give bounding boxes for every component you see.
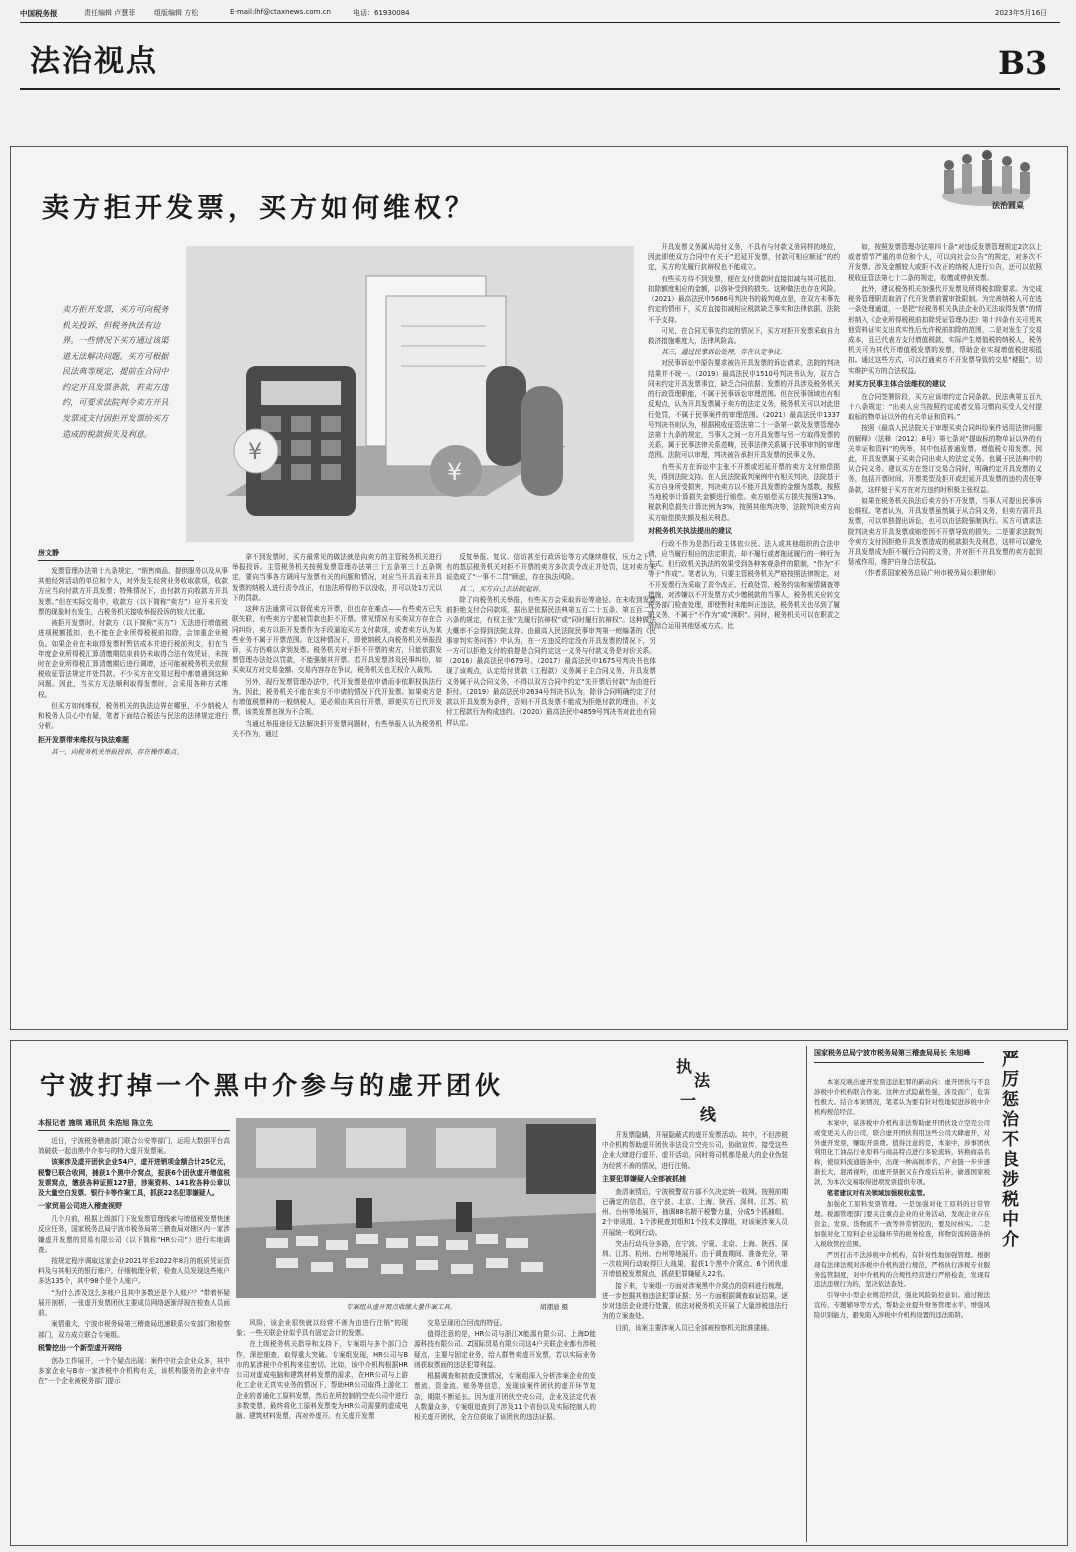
paragraph: 加强化工原料发票管理。一是加强对化工原料的日常管理。税源管理部门要关注重点企业的业务活动，发现企业存在资金、发票、货物流不一致等异常情况的，要及时核实。二是加强对化工原料企业运输环节的税务检查，将物资流转链条纳入税收管控范围。 bbox=[814, 1200, 990, 1248]
subheading: 对税务机关执法提出的建议 bbox=[648, 526, 732, 535]
paragraph: 开发票隐瞒，开展隐蔽式的虚开发票活动。其中，不但涉税中介机构帮助虚开团伙非法设立空壳公司，协助宣传，接受这些企业大肆进行虚开、虚开活动，同时将司机都是最大的企业伪装为经营不善的情况，进行注销。 bbox=[602, 1131, 788, 1170]
paragraph: 反复举报、复议、信访甚至行政诉讼等方式继续维权，压力之下，有的基层税务机关对拒不开票的卖方多次责令改正并处罚，这对卖方来说造成了“一事不二罚”顾虑，存在执法风险。 bbox=[446, 553, 656, 582]
side-author: 国家税务总局宁波市税务局第三稽查局局长 朱旭峰 bbox=[814, 1048, 984, 1063]
paragraph: 创办工作展开，一个个疑点出现：案件中社会企业众多，其中多家企业与B市一家涉税中介机构有关，该机构服务的企业中存在“一个企业被税务部门提示 bbox=[38, 1356, 230, 1386]
subheading: 主要犯罪嫌疑人全部被抓捕 bbox=[602, 1174, 686, 1183]
tag-char: 一 bbox=[680, 1091, 697, 1110]
paragraph: 几个月前，根据上级部门下发发票管理线索与增值税发票快速反应任务，国家税务总局宁波市税务局第三稽查局对辖区内一家涉嫌虚开发票的贸易有限公司（以下简称“HR公司”）进行实地调查。 bbox=[38, 1215, 230, 1254]
article-2-column-1 bbox=[38, 1136, 230, 1536]
paragraph: 此外，建议税务机关加强代开发票及所得税扣除要求。为完成税务管理职责取消了代开发票前置审批限制。为完善纳税人可在选一条处理通道，一是把“经税务机关执法企业仍无法取得发票”的情形纳入《企业所得税税前扣除凭证管理办法》第十四条有关可凭其他资料证实支出真实性后允许税前扣除的范围，二是对发生了交易成本，且已代表方支付增值税款，实际产生增值税的纳税人，税务机关可为其代开增值税发票的发票，帮助企业实现增值税进项抵扣。通过这些方式，可以打通卖方不开发票导致的交易“梗阻”，切实维护买方的合法权益。 bbox=[848, 284, 1042, 375]
paragraph: 突击行动兵分多路，在宁波、宁夏、北京、上海、陕西、深圳、江苏、杭州、台州等地展开。由于调查期间、准备充分，第一次收网行动取得巨大战果，捉获1个黑中介窝点、6个团伙虚开增值税发票窝点，抓获犯罪嫌疑人22名。 bbox=[602, 1239, 788, 1279]
phone-number: 电话：61930084 bbox=[353, 9, 410, 17]
paragraph: 但买方如何维权，税务机关的执法边界在哪里，不少纳税人和税务人员心中有疑，笔者下面结合税法与民法的法律规定进行分析。 bbox=[38, 701, 228, 731]
author-note: （作者系国家税务总局广州市税务局公职律师） bbox=[861, 569, 1000, 578]
paragraph: 可见，在合同无事先约定的情况下，买方对拒开发票采取自力救济措施难度大，法律风险高。 bbox=[648, 326, 840, 345]
paragraph: 接下来，专案组一方面对涉案黑中介窝点的资料进行梳理，进一步挖掘其他违法犯罪证据；另一方面根据调查取证结果，逐步对违法企业进行处置，依法对税务机关开展了大量涉税违法行为的立案查处。 bbox=[602, 1281, 788, 1321]
masthead-bar bbox=[20, 8, 1060, 22]
paragraph: 近日，宁波税务稽查部门联合公安等部门，运用大数据平台高效破获一起由黑中介参与的特大虚开发票案。 bbox=[38, 1137, 230, 1156]
subheading: 对买方民事主体合法维权的建议 bbox=[848, 379, 946, 388]
article-2-column-2 bbox=[236, 1318, 408, 1540]
paragraph: 目前，该案主要涉案人员已全部被检察机关批准逮捕。 bbox=[615, 1323, 774, 1332]
article-1-author: 房文静 bbox=[38, 548, 194, 561]
article-2-column-3 bbox=[414, 1318, 596, 1540]
paragraph: 严厉打击不法涉税中介机构，有针对性地加强管理。根据现有法律法规对涉税中介机构进行规范，严格执行涉税专业服务监管制度，对中介机构的合规性经营进行严格检查，发现有违法违规行为的，坚决依法查处。 bbox=[814, 1250, 990, 1289]
paragraph: 按照《最高人民法院关于审理买卖合同纠纷案件适用法律问题的解释》（法释〔2012〕8号）第七条对“提取标的物单证以外的有关单证和资料”的列举，其中包括普通发票、增值税专用发票。因此，开具发票属于买卖合同出卖人的法定义务。也属于民法典中的从合同义务。建议买方在签订交易合同时，明确约定开具发票的义务，包括开票时间、开票类型及拒开或迟延开具发票的违约责任等条款，这样便于买方在对方违约时积极主张权益。 bbox=[848, 424, 1042, 494]
photo-caption: 专案组从虚开窝点收缴大量作案工具。 bbox=[346, 1303, 457, 1311]
section-rule bbox=[20, 88, 1060, 90]
paragraph: 当通过举报途径无法解决拒开发票问题时，有些举报人认为税务机关不作为，通过 bbox=[232, 719, 442, 738]
svg-text:¥: ¥ bbox=[248, 440, 262, 465]
article-1-column-2 bbox=[232, 552, 442, 1022]
side-title: 严厉惩治不良涉税中介 bbox=[998, 1050, 1018, 1250]
paragraph: 这种方法通常可以督促卖方开票，但也存在难点——有些卖方已失联失联，有些卖方宁愿被罚款也拒不开票。常见情况有买卖双方存在合同纠纷，卖方以拒开发票作为手段逼迫买方支付款项，或者卖方认为某些业务不属于开票范围。在这种情况下，即使纳税人向税务机关举报投诉，买方仍难以拿到发票。税务机关对于拒不开票的卖方，只能依据发票管理办法处以罚款，不能强制其开票。若开具发票涉及民事纠纷，如买卖双方对交易金额、交易内容存在争议，税务机关也无权介入裁判。 bbox=[232, 605, 442, 675]
paragraph: 根据调查和初查反馈情况，专案组深入分析涉案企业的发票流、资金流、账务等信息，发现该案件团伙的虚开环节复杂，期限不断延长。因为虚开团伙空壳公司，企业及法定代表人数量众多，专案组追查到了涉及11个省份以及实际控制人的相关虚开团伙，全方位获取了该团伙的违法证据。 bbox=[414, 1372, 596, 1421]
paragraph: 开具发票义务属从给付义务，不具有与付款义务同样的地位，因此即使双方合同中有关于“迟延开发票，付款可相应顺延”的约定，买方的先履行抗辩权也不能成立。 bbox=[648, 243, 840, 272]
paragraph: “为什么涉及这么多账户且其中多数还是个人账户？”带着怀疑展开剖析，一张虚开发票团伙主要成员网络逐渐浮现在检查人员面前。 bbox=[38, 1288, 230, 1318]
article-2-byline: 本报记者 施琪 通讯员 朱浩旭 陈立先 bbox=[38, 1118, 230, 1131]
article-2-title: 宁波打掉一个黑中介参与的虚开团伙 bbox=[40, 1071, 505, 1100]
paragraph: 如，按照发票管理办法第四十条“对违反发票管理规定2次以上或者情节严重的单位和个人，可以向社会公告”的规定，对多次不开发票、涉及金额较大或拒不改正的纳税人进行公告，还可以依照税收征管法第七十二条的规定，收缴或停供发票。 bbox=[848, 243, 1042, 282]
roundtable-illustration bbox=[930, 150, 1042, 212]
article-1-column-5 bbox=[848, 242, 1042, 1022]
paragraph: 该案涉及虚开团伙企业54户，虚开进销项金额合计25亿元，税警已联合收网，捕获1个黑中介窝点，捉获6个团伙虚开增值税发票窝点，缴获各种证照127册，涉案资料、141枚各种公章以及大量空白发票、银行卡等作案工具，抓获22名犯罪嫌疑人。 bbox=[38, 1158, 230, 1198]
paragraph: 被拒开发票时，付款方（以下简称“买方”）无法进行增值税进项税额抵扣，也不能在企业所得税税前扣除，会加重企业税负。如果企业在未取得发票时暂估成本并进行税前列支，但在当年度企业所得税汇算清缴期结束前仍未取得合法有效凭证，未按时在企业所得税汇算清缴期后进行调增，还可能被税务机关依照税收征管法规定并处罚款。不少买方在交易过程中都曾遇到这种问题。因此，当买方无法顺利取得发票时，会采用各种方式维权。 bbox=[38, 619, 228, 699]
paragraph: 在上级税务机关指导和支持下，专案组与多个部门合作，深挖细查，取得重大突破。专案组发现，HR公司与B市的某涉税中介机构来往密切。比如，该中介机构根据HR公司对虚成电脑和建筑材料发票的需求，在HR公司与上游化工企业无真实业务的情况下，帮助HR公司取得上游化工企业的普通化工原料发票，然后在所控制的空壳公司中进行多数变票，最终将化工原料发票变为HR公司需要的虚成电脑、建筑材料发票，再对外虚开。有关虚开发票 bbox=[236, 1340, 408, 1420]
tag-char: 执 bbox=[676, 1057, 693, 1076]
paragraph: 对民事诉讼中原告要求被告开具发票的诉讼请求，法院的判决结果并不统一。（2019）最高法民申1510号判决书认为，双方合同未约定开具发票事宜，缺乏合同依据；发票的开具涉及税务机关的行政管理职能，不属于民事诉讼审理范围。但在民事领域也有相反观点，认为开具发票属于卖方的法定义务，税务机关可以对此进行处罚，不属于民事案件的审理范围。（2021）最高法民申1337号判决书则认为，根据税收征管法第二十一条第一款及发票管理办法第十九条的规定，当事人之间一方开具发票与另一方取得发票的关系，属于民事法律关系范畴，民事法律关系属于民事审判的审理范围。法院可以审理，判决被告承担开具发票的民事义务。 bbox=[648, 359, 840, 460]
subheading: 税警挖出一个新型虚开网络 bbox=[38, 1343, 122, 1352]
article-1-column-1 bbox=[38, 566, 228, 890]
paragraph: 有些买方待不到发票，便在支付货款时直接扣减与其可抵扣、扣除额度相应的金额，以弥补受到的损失。这种做法也存在风险。（2021）最高法民申5686号判决书的裁判观点是，在双方未事先约定的情形下，买方直接扣减相应税款缺乏事实和法律依据，法院不予支持。 bbox=[648, 274, 840, 324]
article-1-column-4 bbox=[648, 242, 840, 1022]
paragraph: 按规定程序调取这家企业2021年至2022年8月的纸质凭证资料及与其相关的银行账户，仔细梳理分析，检查人员发现这些账户多达135个，其中98个是个人账户。 bbox=[38, 1257, 230, 1286]
subheading: 拒开发票带来维权与执法难题 bbox=[38, 735, 129, 744]
enforcement-column-tag bbox=[676, 1058, 736, 1132]
column-tag: 法治圆桌 bbox=[992, 201, 1024, 210]
paragraph: 交易呈现闭合回流的特征。 bbox=[427, 1319, 507, 1327]
paragraph: 在合同签署阶段，买方应该增约定合同条款。民法典第五百九十八条规定：“出卖人应当按照约定或者交易习惯向买受人交付提取标的物单证以外的有关单证和资料。” bbox=[848, 392, 1042, 422]
article-2-column-4 bbox=[602, 1130, 788, 1540]
article-1-column-3 bbox=[446, 552, 656, 1022]
section-title: 法治视点 bbox=[30, 44, 158, 79]
paragraph: 发票管理办法第十九条规定，“销售商品、提供服务以及从事其他经营活动的单位和个人，对外发生经营业务收取款项，收款方应当向付款方开具发票；特殊情况下，由付款方向收款方开具发票。”但在实际交易中，收款方（以下简称“卖方”）应开未开发票的现象时有发生，占税务机关接收举报投诉的较大比重。 bbox=[38, 567, 228, 616]
article-1-title: 卖方拒开发票，买方如何维权？ bbox=[42, 193, 476, 224]
paragraph: 如果在税务机关执法后卖方仍不开发票，当事人可提出民事诉讼维权。笔者认为，开具发票虽然属于从合同义务，但卖方需开具发票，可以单独提出诉讼，也可以由法院强制执行。买方可请求法院判决卖方开具发票或赔偿因不开票导致的损失。二是要求法院判令卖方支付因拒绝开具发票造成的税款损失及利息，这样可以避免开具发票成为拒不履行合同的义务，并对拒不开具发票的卖方起到惩戒作用，维护自身合法权益。 bbox=[848, 496, 1042, 567]
paragraph: 其三，通过民事诉讼处理，存在认定争议。 bbox=[661, 348, 787, 357]
article-2-photo bbox=[236, 1118, 596, 1298]
paragraph: 笔者建议对有关领域加强税收监管。 bbox=[826, 1189, 930, 1198]
subheading: 一家贸易公司进入稽查视野 bbox=[38, 1202, 122, 1211]
side-column bbox=[814, 1078, 990, 1542]
paragraph: 行政不作为是指行政主体依公民、法人或其他组织的合法申请，应当履行相应的法定职责，却不履行或者拖延履行的一种行为方式。但行政机关执法的效果受到各种客观条件的限制，“作为”不等于“作成”。笔者认为，只要主管税务机关严格按照法律规定，对不开发票行为采取了责令改正、行政处罚、税务约谈和案情调查等措施，对涉嫌以不开发票方式少缴税款的当事人，税务机关应转交税务部门检查处理，即使暂时未能纠正违法，税务机关也尽到了履职义务，不属于“不作为”或“渎职”。同时，税务机关可以在职责之外综合运用其他惩戒方式。比 bbox=[648, 539, 840, 630]
paragraph: 引导中小型企业规范经营，强化风险防控意识。通过税法宣传、专题辅导等方式，帮助企业提升财务管理水平，增强风险识别能力，避免陷入涉税中介机构设置的违法陷阱。 bbox=[814, 1291, 990, 1320]
article-1-illustration bbox=[186, 246, 634, 542]
paragraph: 另外，现行发票管理办法中，代开发票是依申请而非依职权执法行为。因此，税务机关不能在卖方不申请的情况下代开发票。如果卖方是有增值税票种的一般纳税人，更必须由其自行开票，即便买方已代开发票，该类发票也视为不合规。 bbox=[232, 677, 442, 717]
paragraph: 案情重大，宁波市税务局第三稽查局迅速联系公安部门和检察部门，双方成立联合专案组。 bbox=[38, 1320, 230, 1339]
paragraph: 本案中，某涉税中介机构非法帮助虚开团伙设立空壳公司或变更关人的公司，联合虚开团伙利用这些公司大肆虚开，对外虚开发票，赚取开票费。值得注意的是，本案中，涉事团伙利用化工油品行业原料与商品特点进行多轮流转，转换商品名称，使原料流通链条中，出现一种高税率名，产业链一步步逐渐长大，混淆视听，而虚开票据又在作废后后补，偷逃国家税款，为本次交易取得进项发票提供专项。 bbox=[814, 1118, 990, 1187]
page-number: B3 bbox=[998, 44, 1048, 82]
paragraph: 其二，买方自己去法院起诉。 bbox=[459, 584, 545, 593]
issue-date: 2023年5月16日 bbox=[995, 9, 1048, 17]
layout-editor-credit: 组版编辑 方松 bbox=[154, 9, 199, 17]
paragraph: 其一，向税务机关举报投诉，存在操作难点。 bbox=[51, 748, 184, 757]
paragraph: 风险，该企业很快就以经营不善为由进行注销”的现象；一些关联企业似乎具有固定会计的发票。 bbox=[236, 1319, 408, 1338]
paragraph: 查清案情后，宁波税警双方部不久决定统一收网。按照前期已确定的信息，在宁波、北京、上海、陕西、深圳、江苏、杭州、台州等地展开，抽调88名精干税警力量，分成5个抓捕组、2个审讯组、1个涉税查封组和1个技术支撑组，对该案涉案人员开展统一收网行动。 bbox=[602, 1187, 788, 1237]
paper-name: 中国税务报 bbox=[20, 9, 58, 18]
photo-credit: 胡潮迪 摄 bbox=[540, 1303, 569, 1311]
article-1-intro: 卖方拒开发票，买方可向税务机关投诉，但税务执法有边界。一些情况下买方通过该渠道无法解决问题。买方可根据民法典等规定，提前在合同中约定开具发票条款，若卖方违约，可要求法院判令卖方开具发票或支付因拒开发票给买方造成的税款损失及利息。 bbox=[62, 304, 169, 439]
tag-char: 线 bbox=[700, 1105, 717, 1124]
paragraph: 拿不到发票时，买方最常见的做法就是向卖方的主管税务机关进行举报投诉。主管税务机关按照发票管理办法第三十五条第三十五条规定，要向当事各方调问与发票有关的问题和情况，对应当开具而未开具发票的纳税人进行责令改正，有违法所得的予以没收，并可以处1万元以下的罚款。 bbox=[232, 553, 442, 602]
paragraph: 本案反映出虚开发票违法犯罪的新动向：虚开团伙与不良涉税中介机构联合作案。这种方式隐蔽性强，涉及面广，危害性极大。结合本案情况，笔者认为要有针对性地促进涉税中介机构规范经营。 bbox=[814, 1078, 990, 1116]
masthead-rule bbox=[20, 22, 1060, 23]
tag-char: 法 bbox=[694, 1071, 711, 1090]
email-address: E-mail:lhf@ctaxnews.com.cn bbox=[230, 8, 331, 16]
side-divider bbox=[806, 1046, 807, 1542]
editor-credit: 责任编辑 卢慧菲 bbox=[84, 9, 136, 17]
paragraph: 值得注意的是，HR公司与浙江X能源有限公司、上海D能源科技有限公司、Z国际贸易有限公司这4户关联企业都有涉税疑点，主要与固定业务，给人群售卖虚开发票，若以实际业务则获取票面的违法犯罪利益。 bbox=[414, 1330, 596, 1369]
svg-text:¥: ¥ bbox=[447, 458, 463, 486]
paragraph: 除了向税务机关举报，有些买方会采取诉讼等途径。在未收到发票前拒绝支付合同款项，据出是依据民法典第五百二十五条、第五百二十六条的规定，有权主张“先履行抗辩权”或“同时履行抗辩权”。这种做法大概率不会得到法院支持。由最高人民法院民事审判第一庭编著的《民事审判实务问答》中认为，在一方违反约定没有开具发票的情况下，另一方可以拒绝支付的前提是合同约定这一义务与付款义务是对价关系。（2016）最高法民申679号、（2017）最高法民申1675号判决书也体现了该观点，认定给付货款（工程款）义务属于主合同义务，开具发票义务属于从合同义务，不得以双方合同中约定“先开票后付款”为由进行拒付。（2019）最高法民申2634号判决书认为，除非合同明确约定了付款以开具发票为条件，否则不开具发票不能成为拒绝付款的理由，不支付工程款行为构成违约。（2020）最高法民申4859号判决书对此也有同样认定。 bbox=[446, 595, 656, 727]
paragraph: 有些买方在诉讼中主张不开票或迟延开票的卖方支付赔偿损失，得到法院支持。在人民法院裁判案例中有相关判决，法院基于买方自身所受损害，判决卖方以不能开具发票的金额为基数，按照当地税率计算损失金额进行赔偿。卖方赔偿买方损失按照13%、税款利息损失计算比例为3%，按照其他判决等，法院判决卖方向买方赔偿损失额及相关利息。 bbox=[648, 462, 840, 522]
